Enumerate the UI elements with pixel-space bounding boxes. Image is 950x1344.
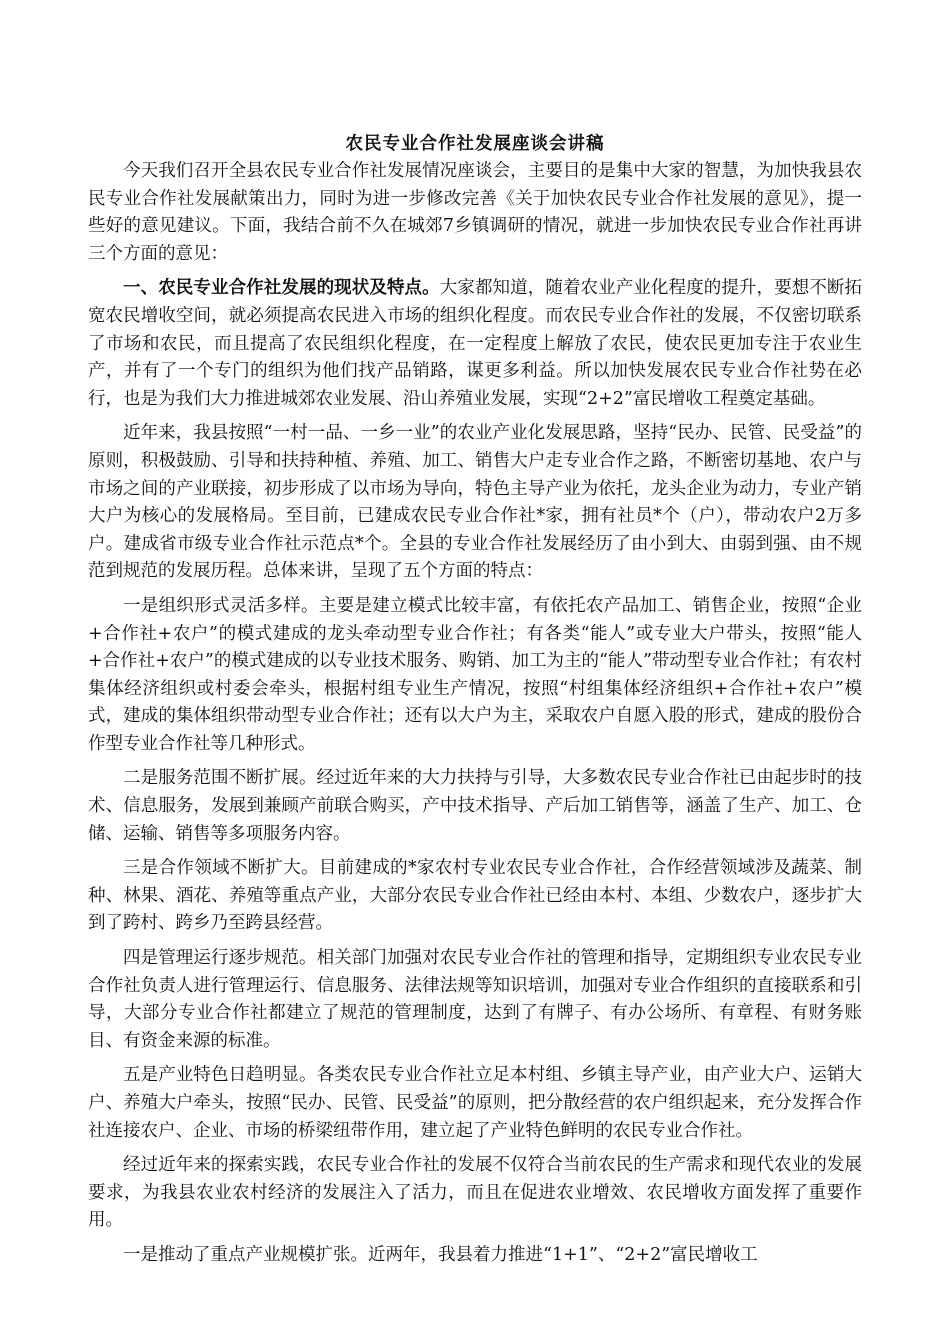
section-1-text: 大家都知道，随着农业产业化程度的提升，要想不断拓宽农民增收空间，就必须提高农民进入市场的组织化程度。而农民专业合作社的发展，不仅密切联系了市场和农民，而且提高了农民组织化程度，在一定程度上解放了农民，使农民更加专注于农业生产，并有了一个专门的组织为他们找产品销路，谋更多利益。所以加快发展农民专业合作社势在必行，也是为我们大力推进城郊农业发展、沿山养殖业发展，实现“2+2”富民增收工程奠定基础。: [88, 278, 863, 409]
body-paragraph: 一是推动了重点产业规模扩张。近两年，我县着力推进“1+1”、“2+2”富民增收工: [123, 1244, 758, 1265]
section-1-heading: 一、农民专业合作社发展的现状及特点。: [123, 278, 440, 299]
intro-paragraph: 今天我们召开全县农民专业合作社发展情况座谈会，主要目的是集中大家的智慧，为加快我县农民专业合作社发展献策出力，同时为进一步修改完善《关于加快农民专业合作社发展的意见》，提一些好的意见建议。下面，我结合前不久在城郊7乡镇调研的情况，就进一步加快农民专业合作社再讲三个方面的意见：: [88, 161, 862, 264]
body-paragraph: 四是管理运行逐步规范。相关部门加强对农民专业合作社的管理和指导，定期组织专业农民专业合作社负责人进行管理运行、信息服务、法律法规等知识培训，加强对专业合作组织的直接联系和引导，大部分专业合作社都建立了规范的管理制度，达到了有牌子、有办公场所、有章程、有财务账目、有资金来源的标准。: [88, 948, 862, 1051]
body-paragraph: 五是产业特色日趋明显。各类农民专业合作社立足本村组、乡镇主导产业，由产业大户、运销大户、养殖大户牵头，按照“民办、民管、民受益”的原则，把分散经营的农户组织起来，充分发挥合作社连接农户、企业、市场的桥梁纽带作用，建立起了产业特色鲜明的农民专业合作社。: [88, 1065, 862, 1141]
document-title: 农民专业合作社发展座谈会讲稿: [345, 134, 605, 154]
section-1-paragraph: [88, 275, 862, 413]
body-paragraph: 经过近年来的探索实践，农民专业合作社的发展不仅符合当前农民的生产需求和现代农业的发展要求，为我县农业农村经济的发展注入了活力，而且在促进农业增效、农民增收方面发挥了重要作用。: [88, 1155, 862, 1231]
body-paragraph: 二是服务范围不断扩展。经过近年来的大力扶持与引导，大多数农民专业合作社已由起步时的技术、信息服务，发展到兼顾产前联合购买，产中技术指导、产后加工销售等，涵盖了生产、加工、仓储、运输、销售等多项服务内容。: [88, 768, 862, 844]
body-paragraph: 一是组织形式灵活多样。主要是建立模式比较丰富，有依托农产品加工、销售企业，按照“企业+合作社+农户”的模式建成的龙头牵动型专业合作社；有各类“能人”或专业大户带头，按照“能人+合作社+农户”的模式建成的以专业技术服务、购销、加工为主的“能人”带动型专业合作社；有农村集体经济组织或村委会牵头，根据村组专业生产情况，按照“村组集体经济组织+合作社+农户”模式，建成的集体组织带动型专业合作社；还有以大户为主，采取农户自愿入股的形式，建成的股份合作型专业合作社等几种形式。: [88, 595, 862, 754]
body-paragraph: 近年来，我县按照“一村一品、一乡一业”的农业产业化发展思路，坚持“民办、民管、民受益”的原则，积极鼓励、引导和扶持种植、养殖、加工、销售大户走专业合作之路，不断密切基地、农户与市场之间的产业联接，初步形成了以市场为导向，特色主导产业为依托，龙头企业为动力，专业产销大户为核心的发展格局。至目前，已建成农民专业合作社*家，拥有社员*个（户），带动农户2万多户。建成省市级专业合作社示范点*个。全县的专业合作社发展经历了由小到大、由弱到强、由不规范到规范的发展历程。总体来讲，呈现了五个方面的特点：: [88, 423, 862, 582]
document-body: [88, 130, 862, 1277]
body-paragraph: 三是合作领域不断扩大。目前建成的*家农村专业农民专业合作社，合作经营领域涉及蔬菜、制种、林果、酒花、养殖等重点产业，大部分农民专业合作社已经由本村、本组、少数农户，逐步扩大到了跨村、跨乡乃至跨县经营。: [88, 858, 862, 934]
